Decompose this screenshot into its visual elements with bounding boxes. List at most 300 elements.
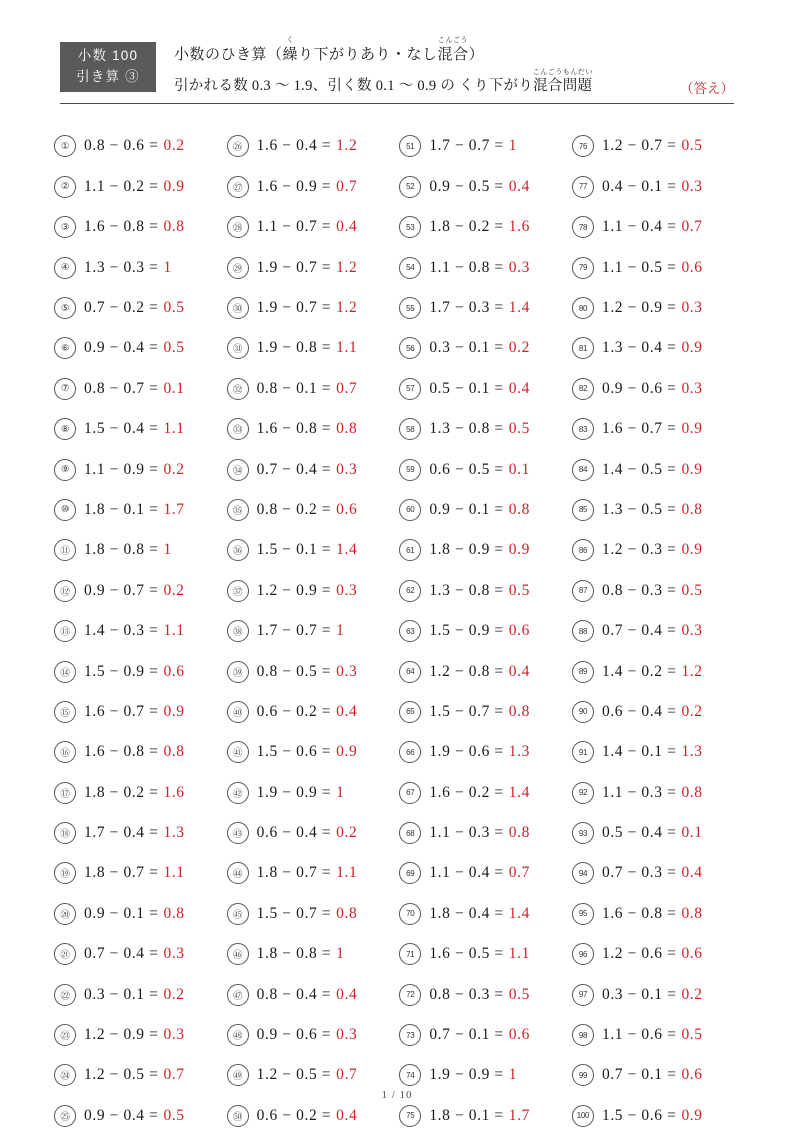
problem-number: ㊵ bbox=[227, 701, 249, 723]
problem-number: 98 bbox=[572, 1024, 594, 1046]
problem-expression: 0.9 − 0.4 = bbox=[84, 1106, 159, 1124]
problem-number: 78 bbox=[572, 216, 594, 238]
problem-expression: 1.2 − 0.9 = bbox=[256, 581, 332, 599]
problem-number: ㉚ bbox=[227, 297, 249, 319]
problem-expression: 1.5 − 0.1 = bbox=[256, 541, 332, 559]
problem-answer: 0.8 bbox=[681, 904, 703, 922]
problem-row bbox=[572, 490, 740, 530]
problem-row bbox=[572, 1015, 740, 1055]
problem-number: 58 bbox=[399, 418, 421, 440]
title-ruby-kongou: こんごう 混合 bbox=[437, 36, 469, 63]
problem-answer: 1.1 bbox=[336, 339, 358, 357]
problem-expression: 0.9 − 0.6 = bbox=[601, 379, 677, 397]
problem-row bbox=[572, 328, 740, 368]
problem-answer: 0.1 bbox=[508, 460, 530, 478]
problem-answer: 0.8 bbox=[336, 904, 358, 922]
problem-row bbox=[227, 813, 395, 853]
problem-row bbox=[399, 369, 567, 409]
problem-number: 68 bbox=[399, 822, 421, 844]
problem-number: ② bbox=[54, 176, 76, 198]
problem-number: ⑯ bbox=[54, 741, 76, 763]
problem-number: 95 bbox=[572, 903, 594, 925]
problem-answer: 0.3 bbox=[681, 379, 703, 397]
problem-row bbox=[572, 934, 740, 974]
problem-row bbox=[399, 449, 567, 489]
problem-row bbox=[227, 207, 395, 247]
problem-expression: 1.1 − 0.8 = bbox=[429, 258, 504, 276]
problem-row bbox=[572, 853, 740, 893]
problem-expression: 1.7 − 0.4 = bbox=[84, 824, 159, 842]
problem-answer: 0.3 bbox=[336, 581, 358, 599]
problem-expression: 1.3 − 0.4 = bbox=[601, 339, 677, 357]
problem-number: 61 bbox=[399, 539, 421, 561]
problem-expression: 0.8 − 0.4 = bbox=[256, 985, 332, 1003]
problem-expression: 1.6 − 0.8 = bbox=[601, 904, 677, 922]
problem-answer: 0.8 bbox=[681, 500, 703, 518]
problem-expression: 0.7 − 0.4 = bbox=[84, 945, 159, 963]
problem-number: 59 bbox=[399, 459, 421, 481]
problem-row bbox=[54, 651, 222, 691]
problem-answer: 0.9 bbox=[163, 702, 185, 720]
problem-row bbox=[227, 692, 395, 732]
problem-answer: 0.5 bbox=[163, 1106, 185, 1124]
problem-row bbox=[399, 207, 567, 247]
worksheet-title bbox=[174, 36, 734, 67]
problem-row bbox=[572, 651, 740, 691]
problem-row bbox=[54, 773, 222, 813]
problem-expression: 1.1 − 0.5 = bbox=[601, 258, 677, 276]
problem-expression: 1.8 − 0.8 = bbox=[256, 945, 332, 963]
problem-answer: 0.9 bbox=[681, 339, 703, 357]
problem-number: 57 bbox=[399, 378, 421, 400]
problem-answer: 0.5 bbox=[508, 420, 530, 438]
problem-answer: 1 bbox=[508, 137, 518, 155]
problem-answer: 0.3 bbox=[681, 299, 703, 316]
problem-number: ⑫ bbox=[54, 580, 76, 602]
problem-number: 62 bbox=[399, 580, 421, 602]
problem-expression: 1.9 − 0.9 = bbox=[429, 1066, 504, 1084]
problem-number: 74 bbox=[399, 1064, 421, 1086]
problem-answer: 0.4 bbox=[508, 662, 530, 680]
problem-number: 99 bbox=[572, 1064, 594, 1086]
problem-row bbox=[54, 449, 222, 489]
problem-row bbox=[572, 692, 740, 732]
problem-number: ⑲ bbox=[54, 862, 76, 884]
problem-answer: 0.6 bbox=[681, 258, 703, 276]
problem-answer: 1.3 bbox=[508, 743, 530, 761]
problem-expression: 1.2 − 0.6 = bbox=[601, 945, 677, 963]
problem-number: 54 bbox=[399, 257, 421, 279]
problem-number: 77 bbox=[572, 176, 594, 198]
problem-answer: 0.3 bbox=[163, 945, 185, 963]
problem-row bbox=[399, 1015, 567, 1055]
problem-answer: 0.6 bbox=[681, 945, 703, 963]
problem-answer: 0.4 bbox=[681, 864, 703, 882]
problem-number: 72 bbox=[399, 984, 421, 1006]
problem-answer: 0.5 bbox=[508, 581, 530, 599]
problem-expression: 0.3 − 0.1 = bbox=[84, 985, 159, 1003]
problem-expression: 1.6 − 0.4 = bbox=[256, 137, 332, 155]
problem-number: 55 bbox=[399, 297, 421, 319]
problem-expression: 1.5 − 0.9 = bbox=[429, 622, 504, 640]
problem-row bbox=[227, 571, 395, 611]
problem-answer: 1 bbox=[163, 541, 172, 559]
problem-expression: 0.5 − 0.4 = bbox=[601, 824, 677, 842]
problem-row bbox=[54, 974, 222, 1014]
problem-answer: 0.8 bbox=[508, 702, 530, 720]
problem-row bbox=[54, 167, 222, 207]
problem-number: 82 bbox=[572, 378, 594, 400]
problem-expression: 1.3 − 0.5 = bbox=[601, 500, 677, 518]
problem-expression: 1.4 − 0.5 = bbox=[601, 460, 677, 478]
problem-number: 63 bbox=[399, 620, 421, 642]
problem-number: ㉓ bbox=[54, 1024, 76, 1046]
problem-answer: 0.9 bbox=[508, 541, 530, 559]
problem-answer: 0.3 bbox=[681, 177, 703, 195]
problem-answer: 1.7 bbox=[508, 1106, 530, 1124]
problem-row bbox=[54, 732, 222, 772]
problem-expression: 1.4 − 0.2 = bbox=[601, 662, 677, 680]
problem-answer: 1.6 bbox=[508, 218, 530, 236]
problem-row bbox=[572, 288, 740, 328]
problem-row bbox=[572, 207, 740, 247]
problem-answer: 0.9 bbox=[681, 541, 703, 559]
problem-answer: 0.8 bbox=[163, 218, 185, 236]
ruby-text-kongoumondai: こんごうもんだい bbox=[532, 67, 593, 76]
problem-expression: 0.7 − 0.4 = bbox=[256, 460, 332, 478]
problem-row bbox=[572, 974, 740, 1014]
problem-row bbox=[54, 934, 222, 974]
problem-row bbox=[54, 611, 222, 651]
problem-expression: 1.5 − 0.7 = bbox=[429, 702, 504, 720]
problem-answer: 0.5 bbox=[681, 1026, 703, 1044]
problem-answer: 0.1 bbox=[163, 379, 185, 397]
problem-expression: 0.8 − 0.2 = bbox=[256, 500, 332, 518]
problem-expression: 0.8 − 0.6 = bbox=[84, 137, 159, 155]
problem-row bbox=[399, 813, 567, 853]
problem-answer: 0.8 bbox=[163, 904, 185, 922]
title-ruby-kuri: く 繰 bbox=[282, 36, 299, 63]
problem-expression: 1.8 − 0.9 = bbox=[429, 541, 504, 559]
problem-row bbox=[227, 530, 395, 570]
problem-answer: 1.2 bbox=[681, 662, 703, 680]
problem-expression: 1.3 − 0.8 = bbox=[429, 420, 504, 438]
problem-row bbox=[227, 409, 395, 449]
problem-expression: 1.2 − 0.3 = bbox=[601, 541, 677, 559]
problem-answer: 0.2 bbox=[163, 460, 185, 478]
problem-answer: 1 bbox=[336, 622, 345, 640]
problem-expression: 1.9 − 0.6 = bbox=[429, 743, 504, 761]
problem-number: 52 bbox=[399, 176, 421, 198]
problem-answer: 0.5 bbox=[681, 581, 703, 599]
problem-expression: 0.8 − 0.7 = bbox=[84, 379, 159, 397]
problem-number: ① bbox=[54, 135, 76, 157]
problem-row bbox=[572, 167, 740, 207]
problem-row bbox=[399, 692, 567, 732]
problem-row bbox=[399, 934, 567, 974]
problem-column-1 bbox=[54, 126, 222, 1136]
problem-grid bbox=[54, 126, 740, 1136]
problem-number: 93 bbox=[572, 822, 594, 844]
problem-expression: 0.9 − 0.6 = bbox=[256, 1026, 332, 1044]
problem-answer: 1.4 bbox=[508, 299, 530, 316]
problem-expression: 0.7 − 0.3 = bbox=[601, 864, 677, 882]
problem-expression: 0.7 − 0.4 = bbox=[601, 622, 677, 640]
problem-number: 94 bbox=[572, 862, 594, 884]
problem-row bbox=[54, 490, 222, 530]
problem-row bbox=[572, 409, 740, 449]
problem-number: ㊽ bbox=[227, 1024, 249, 1046]
problem-row bbox=[54, 853, 222, 893]
problem-number: 67 bbox=[399, 782, 421, 804]
problem-number: ⑱ bbox=[54, 822, 76, 844]
problem-number: 85 bbox=[572, 499, 594, 521]
problem-expression: 1.2 − 0.8 = bbox=[429, 662, 504, 680]
problem-answer: 0.7 bbox=[336, 1066, 358, 1084]
problem-answer: 0.6 bbox=[508, 622, 530, 640]
problem-expression: 1.1 − 0.3 = bbox=[601, 783, 677, 801]
problem-expression: 1.8 − 0.4 = bbox=[429, 904, 504, 922]
problem-number: ⑳ bbox=[54, 903, 76, 925]
problem-number: ⑧ bbox=[54, 418, 76, 440]
problem-expression: 0.7 − 0.1 = bbox=[429, 1026, 504, 1044]
worksheet-badge bbox=[60, 42, 156, 92]
problem-answer: 0.6 bbox=[681, 1066, 703, 1084]
problem-number: ⑬ bbox=[54, 620, 76, 642]
problem-row bbox=[399, 288, 567, 328]
problem-number: 97 bbox=[572, 984, 594, 1006]
problem-expression: 0.3 − 0.1 = bbox=[601, 985, 677, 1003]
problem-answer: 0.8 bbox=[508, 824, 530, 842]
problem-number: 76 bbox=[572, 135, 594, 157]
problem-expression: 1.5 − 0.4 = bbox=[84, 420, 159, 438]
problem-expression: 1.6 − 0.7 = bbox=[601, 420, 677, 438]
problem-answer: 0.7 bbox=[681, 218, 703, 236]
problem-answer: 0.2 bbox=[163, 985, 185, 1003]
problem-answer: 0.3 bbox=[681, 622, 703, 640]
problem-expression: 0.7 − 0.1 = bbox=[601, 1066, 677, 1084]
problem-number: ㉞ bbox=[227, 459, 249, 481]
problem-answer: 0.3 bbox=[163, 1026, 185, 1044]
problem-answer: 1.2 bbox=[336, 137, 358, 155]
problem-expression: 1.3 − 0.3 = bbox=[84, 258, 159, 276]
problem-row bbox=[399, 490, 567, 530]
problem-number: ㉛ bbox=[227, 337, 249, 359]
problem-number: 80 bbox=[572, 297, 594, 319]
problem-expression: 1.4 − 0.1 = bbox=[601, 743, 677, 761]
problem-expression: 0.6 − 0.2 = bbox=[256, 702, 332, 720]
problem-number: ㊺ bbox=[227, 903, 249, 925]
problem-row bbox=[227, 853, 395, 893]
problem-number: 89 bbox=[572, 661, 594, 683]
problem-column-2 bbox=[227, 126, 395, 1136]
problem-number: ㊸ bbox=[227, 822, 249, 844]
problem-number: ㊶ bbox=[227, 741, 249, 763]
problem-row bbox=[399, 167, 567, 207]
problem-row bbox=[227, 732, 395, 772]
problem-answer: 0.4 bbox=[336, 218, 358, 236]
problem-row bbox=[227, 126, 395, 166]
problem-answer: 0.4 bbox=[336, 702, 358, 720]
problem-row bbox=[227, 288, 395, 328]
problem-answer: 1.1 bbox=[336, 864, 358, 882]
problem-number: 92 bbox=[572, 782, 594, 804]
problem-row bbox=[399, 571, 567, 611]
problem-answer: 0.3 bbox=[336, 662, 358, 680]
problem-row bbox=[227, 894, 395, 934]
problem-number: 60 bbox=[399, 499, 421, 521]
problem-row bbox=[227, 611, 395, 651]
problem-row bbox=[399, 409, 567, 449]
problem-expression: 1.9 − 0.8 = bbox=[256, 339, 332, 357]
problem-expression: 1.5 − 0.7 = bbox=[256, 904, 332, 922]
problem-expression: 0.8 − 0.3 = bbox=[601, 581, 677, 599]
problem-row bbox=[399, 126, 567, 166]
problem-number: ⑤ bbox=[54, 297, 76, 319]
problem-expression: 1.2 − 0.5 = bbox=[256, 1066, 332, 1084]
problem-row bbox=[54, 894, 222, 934]
problem-expression: 1.5 − 0.9 = bbox=[84, 662, 159, 680]
problem-number: 90 bbox=[572, 701, 594, 723]
problem-answer: 1.4 bbox=[336, 541, 358, 559]
problem-row bbox=[227, 651, 395, 691]
problem-row bbox=[54, 692, 222, 732]
problem-row bbox=[399, 247, 567, 287]
problem-number: 65 bbox=[399, 701, 421, 723]
problem-expression: 1.2 − 0.5 = bbox=[84, 1066, 159, 1084]
problem-answer: 0.3 bbox=[336, 460, 358, 478]
problem-number: 70 bbox=[399, 903, 421, 925]
problem-answer: 0.2 bbox=[681, 702, 703, 720]
problem-answer: 0.4 bbox=[336, 985, 358, 1003]
problem-answer: 1.1 bbox=[163, 864, 185, 882]
problem-number: 64 bbox=[399, 661, 421, 683]
problem-row bbox=[54, 530, 222, 570]
problem-expression: 0.9 − 0.5 = bbox=[429, 177, 504, 195]
problem-number: 53 bbox=[399, 216, 421, 238]
problem-expression: 1.1 − 0.2 = bbox=[84, 177, 159, 195]
problem-answer: 0.8 bbox=[336, 420, 358, 438]
problem-row bbox=[572, 530, 740, 570]
problem-row bbox=[572, 247, 740, 287]
problem-row bbox=[572, 611, 740, 651]
problem-expression: 1.1 − 0.4 = bbox=[601, 218, 677, 236]
problem-row bbox=[572, 369, 740, 409]
title-part-3: ） bbox=[468, 47, 485, 63]
problem-expression: 0.8 − 0.5 = bbox=[256, 662, 332, 680]
problem-number: ⑮ bbox=[54, 701, 76, 723]
problem-expression: 1.6 − 0.8 = bbox=[84, 218, 159, 236]
problem-answer: 0.3 bbox=[508, 258, 530, 276]
problem-number: ㊾ bbox=[227, 1064, 249, 1086]
problem-number: ㊻ bbox=[227, 943, 249, 965]
problem-expression: 1.6 − 0.8 = bbox=[256, 420, 332, 438]
problem-answer: 0.2 bbox=[163, 581, 185, 599]
problem-expression: 1.8 − 0.7 = bbox=[84, 864, 159, 882]
problem-number: ㉑ bbox=[54, 943, 76, 965]
problem-row bbox=[54, 207, 222, 247]
problem-row bbox=[54, 288, 222, 328]
problem-number: ⑥ bbox=[54, 337, 76, 359]
problem-number: ⑦ bbox=[54, 378, 76, 400]
problem-expression: 0.6 − 0.2 = bbox=[256, 1106, 332, 1124]
problem-number: 56 bbox=[399, 337, 421, 359]
problem-row bbox=[572, 1096, 740, 1136]
problem-row bbox=[227, 247, 395, 287]
problem-row bbox=[572, 894, 740, 934]
page-number: 1 / 10 bbox=[381, 1089, 413, 1101]
problem-answer: 1 bbox=[508, 1066, 518, 1084]
problem-row bbox=[227, 328, 395, 368]
problem-answer: 0.9 bbox=[163, 177, 185, 195]
problem-row bbox=[399, 853, 567, 893]
problem-number: 66 bbox=[399, 741, 421, 763]
problem-number: 81 bbox=[572, 337, 594, 359]
problem-expression: 1.7 − 0.7 = bbox=[256, 622, 332, 640]
problem-answer: 0.9 bbox=[681, 460, 703, 478]
problem-expression: 0.8 − 0.3 = bbox=[429, 985, 504, 1003]
problem-number: ㉜ bbox=[227, 378, 249, 400]
problem-number: 100 bbox=[572, 1105, 594, 1127]
problem-number: 88 bbox=[572, 620, 594, 642]
problem-expression: 1.7 − 0.7 = bbox=[429, 137, 504, 155]
problem-answer: 0.6 bbox=[336, 500, 358, 518]
problem-expression: 1.8 − 0.2 = bbox=[84, 783, 159, 801]
problem-answer: 0.5 bbox=[681, 137, 703, 155]
problem-number: ㉙ bbox=[227, 257, 249, 279]
problem-number: ㉘ bbox=[227, 216, 249, 238]
problem-row bbox=[572, 732, 740, 772]
problem-answer: 1 bbox=[336, 783, 345, 801]
problem-row bbox=[54, 328, 222, 368]
problem-number: ⑰ bbox=[54, 782, 76, 804]
problem-expression: 1.2 − 0.7 = bbox=[601, 137, 677, 155]
problem-answer: 0.3 bbox=[336, 1026, 358, 1044]
problem-expression: 1.8 − 0.7 = bbox=[256, 864, 332, 882]
problem-number: ㉔ bbox=[54, 1064, 76, 1086]
problem-answer: 0.2 bbox=[681, 985, 703, 1003]
problem-row bbox=[227, 490, 395, 530]
problem-answer: 0.7 bbox=[336, 177, 358, 195]
problem-row bbox=[54, 571, 222, 611]
problem-answer: 0.2 bbox=[508, 339, 530, 357]
problem-answer: 1.4 bbox=[508, 783, 530, 801]
problem-number: ④ bbox=[54, 257, 76, 279]
answer-key-label: （答え） bbox=[680, 81, 734, 97]
ruby-text-kongou: こんごう bbox=[438, 36, 469, 44]
problem-answer: 1.2 bbox=[336, 258, 358, 276]
problem-answer: 0.8 bbox=[681, 783, 703, 801]
problem-number: ㊼ bbox=[227, 984, 249, 1006]
problem-answer: 0.8 bbox=[163, 743, 185, 761]
problem-expression: 1.1 − 0.7 = bbox=[256, 218, 332, 236]
problem-expression: 1.2 − 0.9 = bbox=[84, 1026, 159, 1044]
problem-row bbox=[399, 328, 567, 368]
problem-expression: 1.1 − 0.6 = bbox=[601, 1026, 677, 1044]
problem-answer: 0.9 bbox=[681, 420, 703, 438]
problem-answer: 1.1 bbox=[163, 622, 185, 640]
worksheet-subtitle bbox=[174, 67, 734, 98]
problem-answer: 0.1 bbox=[681, 824, 703, 842]
problem-number: 86 bbox=[572, 539, 594, 561]
worksheet-header bbox=[60, 36, 734, 104]
problem-row bbox=[399, 974, 567, 1014]
problem-row bbox=[572, 571, 740, 611]
problem-number: ⑨ bbox=[54, 459, 76, 481]
title-part-1: 小数のひき算（ bbox=[174, 47, 283, 63]
problem-expression: 0.6 − 0.4 = bbox=[601, 702, 677, 720]
problem-expression: 1.6 − 0.5 = bbox=[429, 945, 504, 963]
